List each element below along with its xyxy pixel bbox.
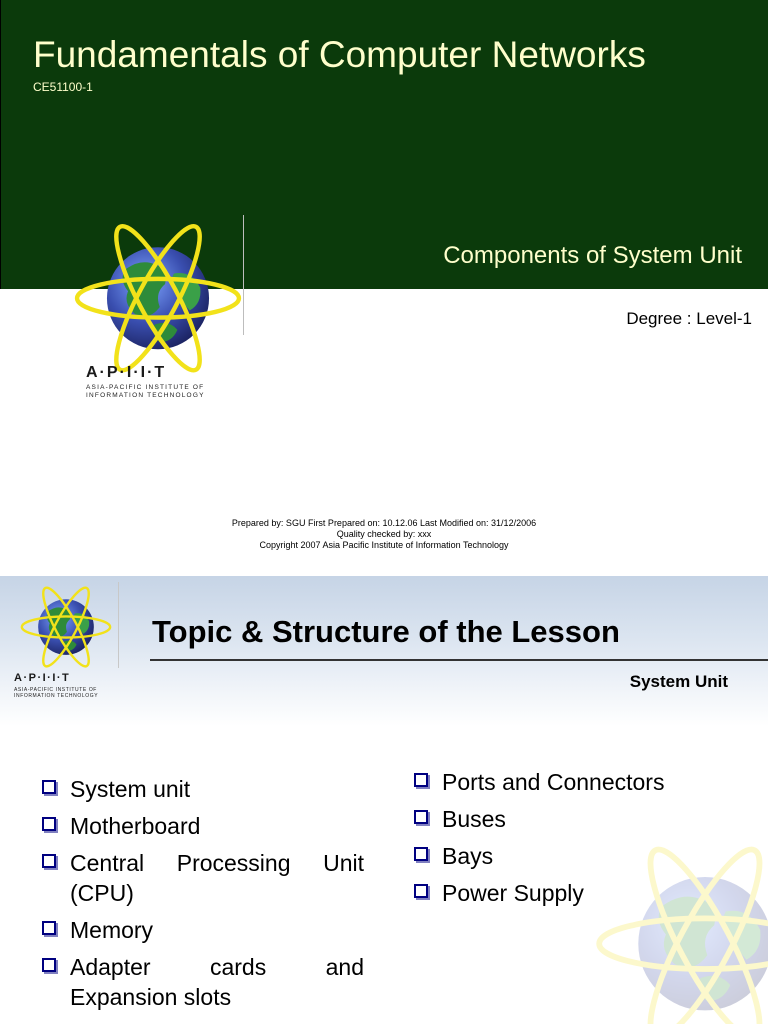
institute-logo-text: A·P·I·I·T	[14, 672, 71, 684]
globe-atom-icon	[70, 212, 246, 388]
lecture-subtitle: Components of System Unit	[443, 242, 742, 269]
slide-gap	[0, 566, 768, 576]
list-item: Central Processing Unit (CPU)	[42, 848, 364, 908]
list-item: Motherboard	[42, 811, 364, 841]
footer-copyright: Copyright 2007 Asia Pacific Institute of Information Technology	[259, 540, 509, 550]
square-bullet-icon	[414, 847, 428, 861]
globe-atom-icon	[10, 580, 122, 676]
square-bullet-icon	[42, 854, 56, 868]
slide-footer	[0, 518, 768, 551]
footer-quality: Quality checked by: xxx	[336, 529, 432, 539]
topic-list-right	[414, 767, 744, 915]
institute-name-line1: ASIA-PACIFIC INSTITUTE OF	[86, 384, 205, 391]
footer-prepared: Prepared by: SGU First Prepared on: 10.12.06 Last Modified on: 31/12/2006	[231, 518, 537, 528]
topic-slide	[0, 576, 768, 1024]
section-label: System Unit	[629, 672, 728, 691]
list-item: Adapter cards and Expansion slots	[42, 952, 364, 1012]
institute-logo-text: A·P·I·I·T	[86, 364, 167, 381]
slide-title: Topic & Structure of the Lesson	[152, 614, 620, 649]
square-bullet-icon	[42, 921, 56, 935]
list-item: Buses	[414, 804, 744, 834]
square-bullet-icon	[414, 773, 428, 787]
list-item: Bays	[414, 841, 744, 871]
course-title: Fundamentals of Computer Networks	[33, 34, 646, 75]
square-bullet-icon	[414, 884, 428, 898]
list-item: Power Supply	[414, 878, 744, 908]
square-bullet-icon	[42, 780, 56, 794]
square-bullet-icon	[42, 817, 56, 831]
course-code: CE51100-1	[33, 80, 93, 94]
institute-name-line1: ASIA-PACIFIC INSTITUTE OF	[14, 687, 97, 693]
title-underline	[150, 659, 768, 661]
degree-level: Degree : Level-1	[626, 309, 752, 328]
divider-line	[118, 582, 119, 668]
list-item: Memory	[42, 915, 364, 945]
list-item: Ports and Connectors	[414, 767, 744, 797]
topic-list-left	[42, 774, 364, 1019]
list-item: System unit	[42, 774, 364, 804]
square-bullet-icon	[42, 958, 56, 972]
institute-name-line2: INFORMATION TECHNOLOGY	[86, 392, 205, 399]
institute-name-line2: INFORMATION TECHNOLOGY	[14, 693, 99, 699]
square-bullet-icon	[414, 810, 428, 824]
